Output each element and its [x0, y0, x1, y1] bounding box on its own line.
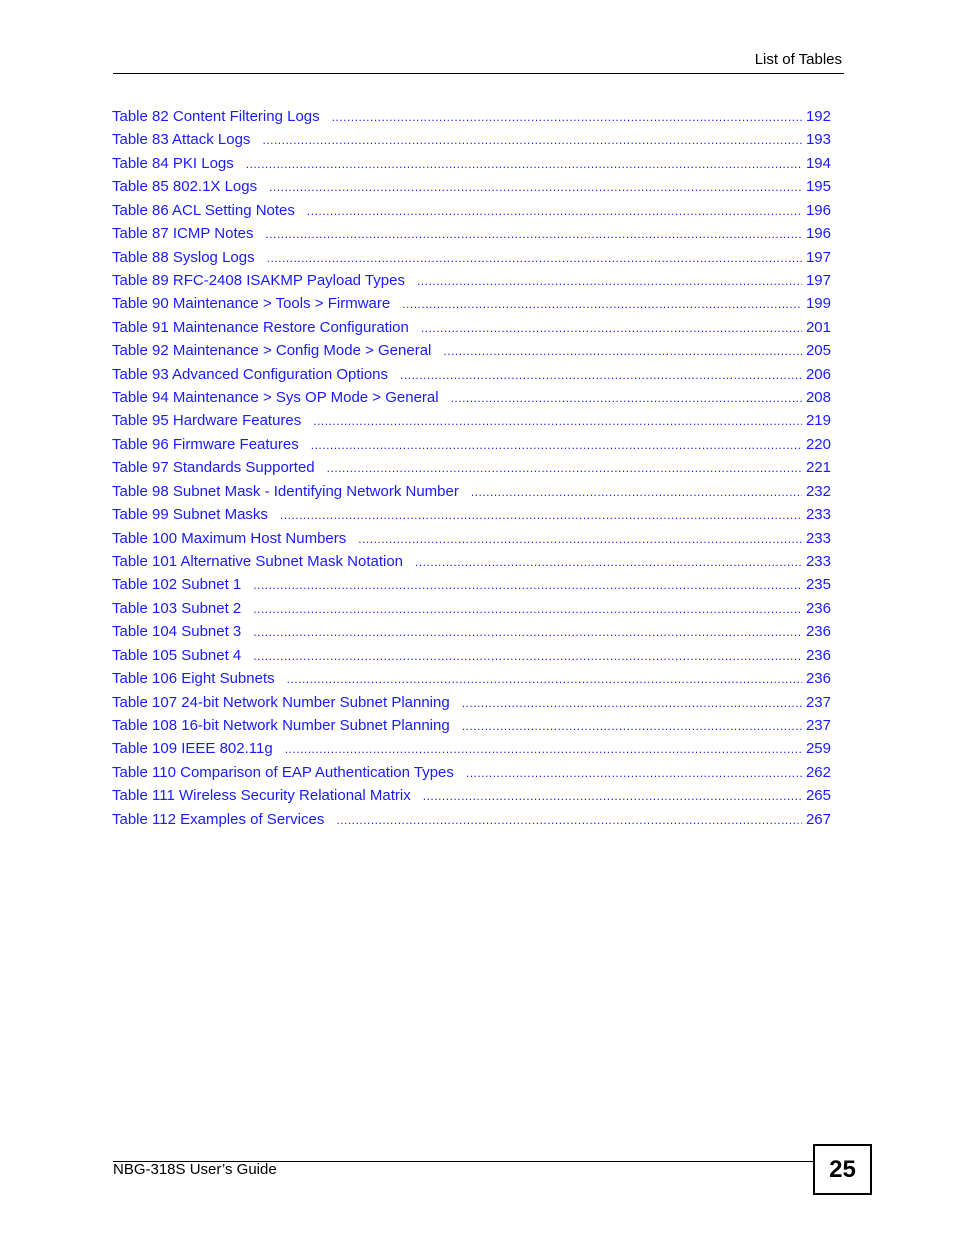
toc-entry-label: Table 98 Subnet Mask - Identifying Network Number [112, 482, 459, 500]
toc-entry[interactable] [112, 808, 831, 831]
toc-entry-page: 206 [805, 365, 831, 383]
guide-title: NBG-318S User’s Guide [113, 1161, 277, 1178]
toc-entry-page: 236 [805, 599, 831, 617]
toc-entry-label: Table 112 Examples of Services [112, 810, 325, 828]
dot-leader [421, 317, 802, 340]
toc-entry-label: Table 106 Eight Subnets [112, 670, 275, 688]
dot-leader [253, 645, 802, 668]
dot-leader [443, 340, 802, 363]
dot-leader [415, 551, 802, 574]
toc-entry-label: Table 103 Subnet 2 [112, 599, 242, 617]
toc-entry[interactable] [112, 644, 831, 667]
toc-entry-page: 259 [805, 740, 831, 758]
toc-entry-label: Table 102 Subnet 1 [112, 576, 242, 594]
toc-entry-page: 197 [805, 271, 831, 289]
toc-entry[interactable] [112, 152, 831, 175]
dot-leader [462, 715, 802, 738]
toc-entry-page: 262 [805, 763, 831, 781]
toc-entry-page: 193 [805, 131, 831, 149]
toc-entry-label: Table 109 IEEE 802.11g [112, 740, 273, 758]
toc-entry-label: Table 93 Advanced Configuration Options [112, 365, 389, 383]
toc-entry[interactable] [112, 433, 831, 456]
dot-leader [307, 200, 802, 223]
toc-entry-label: Table 96 Firmware Features [112, 435, 299, 453]
toc-entry-page: 235 [805, 576, 831, 594]
dot-leader [417, 270, 802, 293]
toc-entry-label: Table 82 Content Filtering Logs [112, 108, 320, 125]
dot-leader [267, 247, 802, 270]
dot-leader [400, 364, 802, 387]
toc-entry-page: 208 [805, 389, 831, 407]
dot-leader [336, 809, 802, 832]
toc-entry[interactable] [112, 386, 831, 409]
toc-entry-label: Table 92 Maintenance > Config Mode > General [112, 342, 432, 360]
toc-entry[interactable] [112, 456, 831, 479]
toc-entry[interactable] [112, 691, 831, 714]
toc-entry[interactable] [112, 667, 831, 690]
toc-entry[interactable] [112, 246, 831, 269]
toc-entry-page: 267 [805, 810, 831, 828]
toc-entry[interactable] [112, 737, 831, 760]
toc-entry-page: 194 [805, 154, 831, 172]
toc-entry-label: Table 108 16-bit Network Number Subnet Planning [112, 716, 450, 734]
toc-entry[interactable] [112, 620, 831, 643]
toc-entry[interactable] [112, 105, 831, 128]
toc-entry[interactable] [112, 292, 831, 315]
page-number: 25 [813, 1144, 872, 1195]
dot-leader [280, 504, 802, 527]
toc-entry-label: Table 91 Maintenance Restore Configuration [112, 318, 409, 336]
toc-entry[interactable] [112, 527, 831, 550]
toc-entry[interactable] [112, 714, 831, 737]
toc-entry-page: 219 [805, 412, 831, 430]
toc-entry-label: Table 94 Maintenance > Sys OP Mode > General [112, 389, 439, 407]
toc-entry-page: 221 [805, 459, 831, 477]
toc-entry-page: 237 [805, 716, 831, 734]
toc-entry[interactable] [112, 269, 831, 292]
toc-entry[interactable] [112, 175, 831, 198]
dot-leader [327, 457, 802, 480]
toc-entry-page: 236 [805, 670, 831, 688]
toc-entry-label: Table 104 Subnet 3 [112, 623, 242, 641]
header-divider [113, 73, 844, 74]
dot-leader [246, 153, 802, 176]
toc-entry[interactable] [112, 339, 831, 362]
dot-leader [451, 387, 802, 410]
toc-entry[interactable] [112, 480, 831, 503]
toc-entry[interactable] [112, 550, 831, 573]
toc-entry-page: 237 [805, 693, 831, 711]
dot-leader [466, 762, 802, 785]
toc-entry[interactable] [112, 409, 831, 432]
toc-entry-label: Table 100 Maximum Host Numbers [112, 529, 347, 547]
dot-leader [287, 668, 802, 691]
toc-entry[interactable] [112, 363, 831, 386]
toc-entry-label: Table 89 RFC-2408 ISAKMP Payload Types [112, 271, 405, 289]
toc-entry-page: 196 [805, 225, 831, 243]
dot-leader [285, 738, 802, 761]
toc-entry-page: 233 [805, 529, 831, 547]
dot-leader [253, 598, 802, 621]
toc-entry-page: 236 [805, 646, 831, 664]
toc-entry-label: Table 85 802.1X Logs [112, 178, 258, 196]
dot-leader [423, 785, 802, 808]
toc-entry-label: Table 101 Alternative Subnet Mask Notation [112, 553, 404, 571]
toc-entry-label: Table 95 Hardware Features [112, 412, 302, 430]
toc-entry-label: Table 110 Comparison of EAP Authentication Types [112, 763, 454, 781]
dot-leader [358, 528, 802, 551]
dot-leader [332, 106, 802, 129]
toc-entry-page: 220 [805, 435, 831, 453]
toc-entry-page: 205 [805, 342, 831, 360]
toc-entry-page: 201 [805, 318, 831, 336]
toc-entry[interactable] [112, 199, 831, 222]
toc-entry-page: 197 [805, 248, 831, 266]
toc-entry[interactable] [112, 222, 831, 245]
toc-entry-label: Table 99 Subnet Masks [112, 506, 268, 524]
toc-entry-label: Table 88 Syslog Logs [112, 248, 255, 266]
toc-entry[interactable] [112, 573, 831, 596]
dot-leader [471, 481, 802, 504]
toc-entry[interactable] [112, 128, 831, 151]
toc-entry[interactable] [112, 597, 831, 620]
toc-entry[interactable] [112, 784, 831, 807]
section-title: List of Tables [754, 51, 842, 68]
toc-entry-label: Table 97 Standards Supported [112, 459, 315, 477]
toc-entry-label: Table 86 ACL Setting Notes [112, 201, 295, 219]
toc-entry-label: Table 84 PKI Logs [112, 154, 234, 172]
dot-leader [265, 223, 802, 246]
toc-entry-page: 233 [805, 553, 831, 571]
toc-entry-label: Table 90 Maintenance > Tools > Firmware [112, 295, 391, 313]
dot-leader [462, 692, 802, 715]
toc-entry-label: Table 107 24-bit Network Number Subnet Planning [112, 693, 450, 711]
dot-leader [253, 574, 802, 597]
dot-leader [402, 293, 802, 316]
toc-entry-page: 232 [805, 482, 831, 500]
toc-entry-label: Table 87 ICMP Notes [112, 225, 254, 243]
dot-leader [253, 621, 802, 644]
dot-leader [313, 410, 802, 433]
toc-entry-page: 236 [805, 623, 831, 641]
dot-leader [311, 434, 802, 457]
toc-entry-label: Table 83 Attack Logs [112, 131, 251, 149]
toc-entry-page: 265 [805, 787, 831, 805]
toc-entry-page: 199 [805, 295, 831, 313]
toc-entry-page: 196 [805, 201, 831, 219]
dot-leader [262, 129, 802, 152]
dot-leader [269, 176, 802, 199]
toc-entry-label: Table 111 Wireless Security Relational Matrix [112, 787, 411, 805]
table-of-contents-list [112, 105, 831, 831]
toc-entry-page: 192 [805, 108, 831, 125]
toc-entry-label: Table 105 Subnet 4 [112, 646, 242, 664]
toc-entry[interactable] [112, 316, 831, 339]
toc-entry-page: 233 [805, 506, 831, 524]
toc-entry[interactable] [112, 503, 831, 526]
toc-entry[interactable] [112, 761, 831, 784]
toc-entry-page: 195 [805, 178, 831, 196]
